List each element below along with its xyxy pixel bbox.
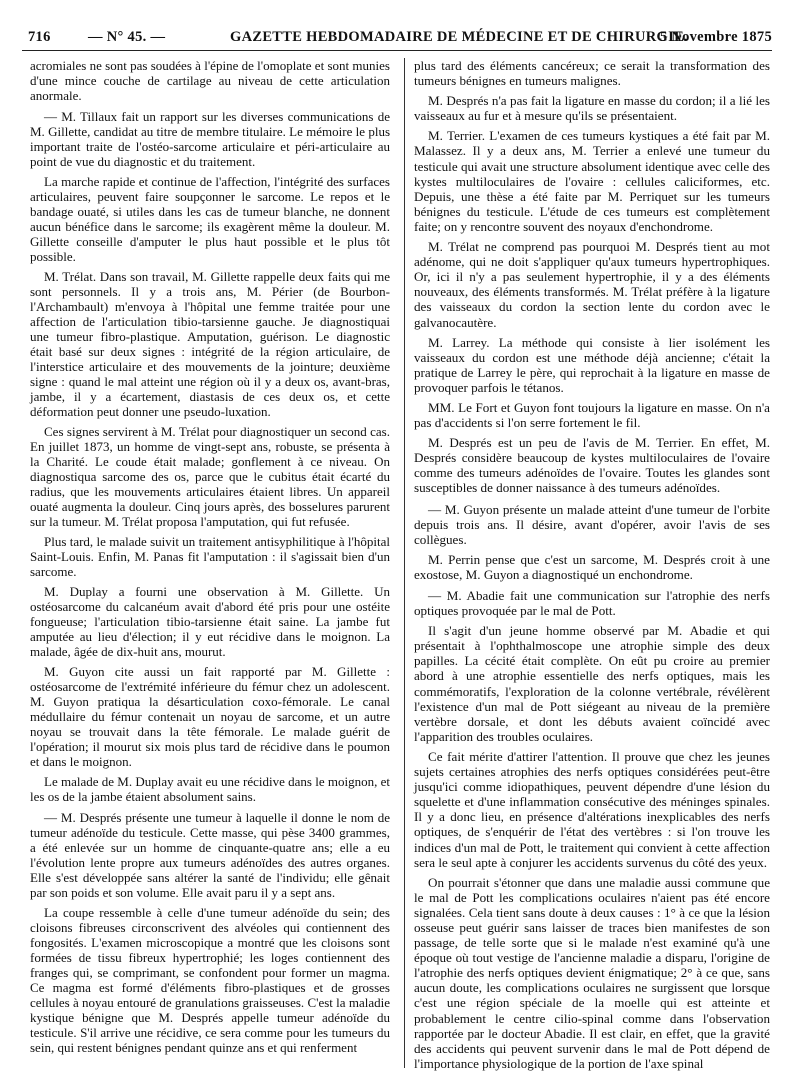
- paragraph: M. Guyon cite aussi un fait rapporté par M. Gillette : ostéosarcome de l'extrémité inférieure du fémur chez un adolescent. M. Guyon pratiqua la désarticulation coxo-fémorale. Le canal médullaire du fémur contenait un noyau de sarcome, et un autre noyau se trouvait dans la tête fémorale. Le malade guérit de l'opération; il mourut six mois plus tard de récidive dans le poumon et dans le moignon.: [30, 664, 390, 769]
- paragraph: M. Després est un peu de l'avis de M. Terrier. En effet, M. Després considère beaucoup de kystes multiloculaires de l'ovaire comme des tumeurs adénoïdes de l'ovaire. Toutes les glandes sont susceptibles de donner naissance à des tumeurs adénoïdes.: [414, 435, 770, 496]
- right-column: [414, 58, 770, 1076]
- paragraph: Le malade de M. Duplay avait eu une récidive dans le moignon, et les os de la jambe étaient absolument sains.: [30, 774, 390, 804]
- paragraph: Il s'agit d'un jeune homme observé par M. Abadie et qui présentait à l'ophthalmoscope une atrophie simple des deux papilles. La cécité était complète. On eût pu croire au premier abord à une atrophie essentielle des nerfs optiques, mais les commémoratifs, l'exploration de la colonne vertébrale, révélèrent l'existence d'un mal de Pott siégeant au niveau de la première vertèbre dorsale, et dont les débuts avaient coïncidé avec l'apparition des troubles oculaires.: [414, 623, 770, 744]
- journal-title: GAZETTE HEBDOMADAIRE DE MÉDECINE ET DE CHIRURGIE.: [230, 29, 688, 45]
- paragraph: — M. Abadie fait une communication sur l'atrophie des nerfs optiques provoquée par le mal de Pott.: [414, 588, 770, 619]
- paragraph: M. Trélat ne comprend pas pourquoi M. Després tient au mot adénome, qui ne doit s'appliquer qu'aux tumeurs hypertrophiques. Or, ici il n'y a pas seulement hypertrophie, il y a des éléments nouveaux, des éléments transformés. M. Trélat préfère à la ligature des vaisseaux du cordon la section lente du cordon avec le galvanocautère.: [414, 239, 770, 330]
- paragraph: — M. Després présente une tumeur à laquelle il donne le nom de tumeur adénoïde du testicule. Cette masse, qui pèse 3400 grammes, a été enlevée sur un homme de cinquante-quatre ans; elle a eu l'évolution lente propre aux tumeurs adénoïdes des autres organes. Elle s'est développée sans altérer la santé de l'individu; elle gênait par son poids et son volume. Elle avait paru il y a sept ans.: [30, 810, 390, 900]
- page-header: [22, 26, 772, 51]
- paragraph: M. Trélat. Dans son travail, M. Gillette rappelle deux faits qui me sont personnels. Il y a trois ans, M. Périer (de Bourbon-l'Archambault) m'envoya à l'hôpital une femme traitée pour une affection de l'articulation tibio-tarsienne gauche. Je diagnostiquai une tumeur fibro-plastique. Amputation, guérison. Le diagnostic était basé sur deux signes : intégrité de la région articulaire, de l'interstice articulaire et des mouvements de la jointure; deuxième signe : quand le mal atteint une région où il y a deux os, avant-bras, jambe, il y a écartement, diastasis de ces deux os, et cette déformation peut donner une pseudo-luxation.: [30, 269, 390, 419]
- paragraph: M. Després n'a pas fait la ligature en masse du cordon; il a lié les vaisseaux au fur et à mesure qu'ils se présentaient.: [414, 93, 770, 124]
- left-column: [30, 58, 390, 1060]
- paragraph: M. Larrey. La méthode qui consiste à lier isolément les vaisseaux du cordon est une méthode déjà ancienne; c'était la pratique de Larrey le père, qui reprochait à la ligature en masse de provoquer parfois le tétanos.: [414, 334, 770, 395]
- paragraph: — M. Guyon présente un malade atteint d'une tumeur de l'orbite depuis trois ans. Il désire, avant d'opérer, avoir l'avis de ses collègues.: [414, 501, 770, 547]
- paragraph: M. Terrier. L'examen de ces tumeurs kystiques a été fait par M. Malassez. Il y a deux ans, M. Terrier a enlevé une tumeur du testicule qui avait une structure absolument identique avec celle des kystes multiloculaires de l'ovaire : cellules caliciformes, etc. Depuis, une thèse a été faite par M. Perriquet sur les tumeurs bénignes du testicule. L'étude de ces tumeurs est complètement faite; on y rencontre souvent des noyaux d'enchondrome.: [414, 128, 770, 234]
- page-number: 716: [28, 29, 51, 45]
- paragraph: acromiales ne sont pas soudées à l'épine de l'omoplate et sont munies d'une mince couche de cartilage au niveau de cette articulation anormale.: [30, 58, 390, 103]
- issue-number: — N° 45. —: [88, 29, 166, 45]
- paragraph: plus tard des éléments cancéreux; ce serait la transformation des tumeurs bénignes en tumeurs malignes.: [414, 58, 770, 89]
- paragraph: M. Perrin pense que c'est un sarcome, M. Després croit à une exostose, M. Guyon a diagnostiqué un enchondrome.: [414, 551, 770, 582]
- column-divider: [404, 58, 405, 1068]
- paragraph: Ce fait mérite d'attirer l'attention. Il prouve que chez les jeunes sujets certaines atrophies des nerfs optiques considérées peut-être jusqu'ici comme idiopathiques, peuvent dépendre d'une lésion du squelette et d'une inflammation consécutive des méninges spinales. Il y a donc lieu, en présence d'altérations inexplicables des nerfs optiques, de s'enquérir de l'état des vertèbres : si l'on trouve les indices d'un mal de Pott, le traitement qui convient à cette affection sera le seul apte à conjurer les accidents survenus du côté des yeux.: [414, 748, 770, 870]
- paragraph: On pourrait s'étonner que dans une maladie aussi commune que le mal de Pott les complications oculaires n'aient pas été encore signalées. Cela tient sans doute à deux causes : 1° à ce que la lésion osseuse peut guérir sans laisser de traces bien manifestes de son passage, de telle sorte que si le malade n'est examiné qu'à une époque où tout vestige de l'ancienne maladie a disparu, l'origine de l'atrophie des nerfs optiques devient énigmatique; 2° à ce que, sans aucun doute, les complications oculaires ne surgissent que lorsque c'est une région spéciale de la moelle qui est atteinte et probablement le centre cilio-spinal comme dans l'observation rapportée par le docteur Abadie. Il est clair, en effet, que la gravité des accidents qui peuvent survenir dans le mal de Pott dépend de l'importance physiologique de la portion de l'axe spinal: [414, 874, 770, 1071]
- paragraph: Ces signes servirent à M. Trélat pour diagnostiquer un second cas. En juillet 1873, un homme de vingt-sept ans, robuste, se présenta à la Charité. Le coude était malade; gonflement à ce niveau. On diagnostiqua sarcome des os, parce que le cubitus était écarté du radius, que les mouvements articulaires étaient libres. Un appareil ouaté augmenta la douleur. Cinq jours après, des bosselures parurent sur la tumeur. M. Trélat proposa l'amputation, qui fut refusée.: [30, 424, 390, 529]
- issue-date: 5 Novembre 1875: [659, 29, 772, 45]
- paragraph: La marche rapide et continue de l'affection, l'intégrité des surfaces articulaires, peuvent faire soupçonner le sarcome. Le repos et le bandage ouaté, si utiles dans les cas de tumeur blanche, ne donnent aucun bénéfice dans le sarcome; ils exagèrent même la douleur. M. Gillette conseille d'amputer le plus haut possible et le plus tôt possible.: [30, 174, 390, 264]
- paragraph: La coupe ressemble à celle d'une tumeur adénoïde du sein; des cloisons fibreuses circonscrivent des alvéoles qui contiennent des fongosités. L'examen microscopique a montré que les cloisons sont formées de tissu fibreux hypertrophié; les loges contiennent des franges qui, se comprimant, se confondent pour former un magma. Ce magma est formé d'éléments fibro-plastiques et de grosses cellules à noyau entouré de granulations graisseuses. C'est la maladie kystique bénigne que M. Després appelle tumeur adénoïde du testicule. S'il arrive une récidive, ce sera comme pour les tumeurs du sein, qui restent bénignes pendant quinze ans et qui renferment: [30, 905, 390, 1055]
- paragraph: M. Duplay a fourni une observation à M. Gillette. Un ostéosarcome du calcanéum avait d'abord été pris pour une ostéite fongueuse; l'articulation tibio-tarsienne était saine. La jambe fut amputée au lieu d'élection; il y eut récidive dans le moignon. La malade, âgée de dix-huit ans, mourut.: [30, 584, 390, 659]
- paragraph: MM. Le Fort et Guyon font toujours la ligature en masse. On n'a pas d'accidents si l'on serre fortement le fil.: [414, 399, 770, 431]
- paragraph: — M. Tillaux fait un rapport sur les diverses communications de M. Gillette, candidat au titre de membre titulaire. Le mémoire le plus important traite de l'ostéo-sarcome articulaire et péri-articulaire au point de vue du diagnostic et du traitement.: [30, 109, 390, 169]
- paragraph: Plus tard, le malade suivit un traitement antisyphilitique à l'hôpital Saint-Louis. Enfin, M. Panas fit l'amputation : il s'agissait bien d'un sarcome.: [30, 534, 390, 579]
